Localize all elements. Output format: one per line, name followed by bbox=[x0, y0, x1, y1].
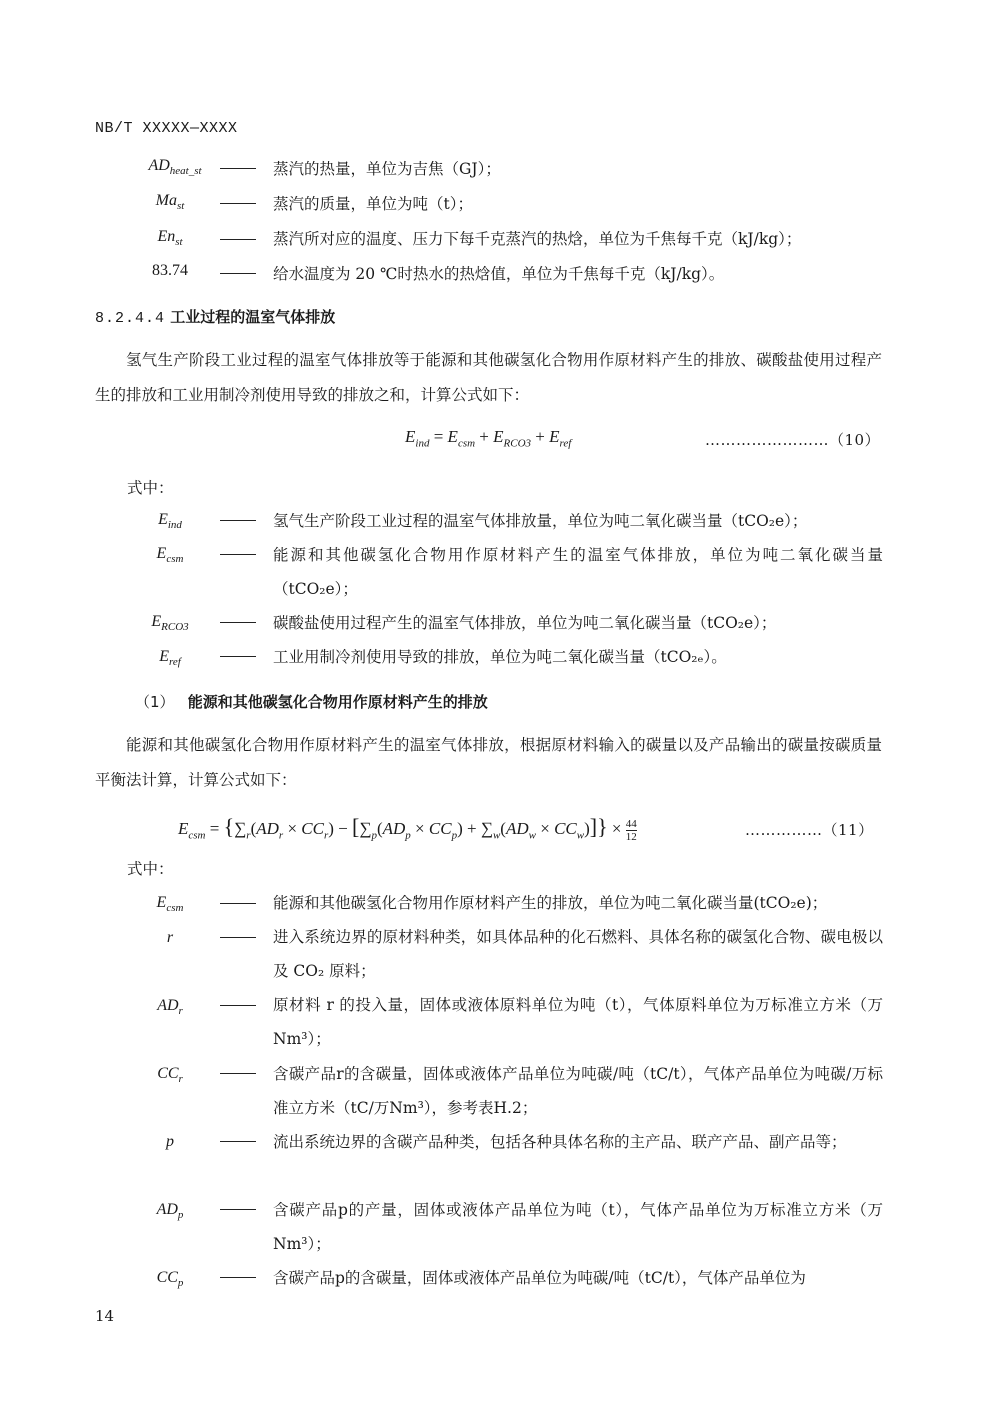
definition-symbol: $E_{csm}$ bbox=[156, 894, 184, 915]
definition-symbol: $En_{st}$ bbox=[157, 228, 183, 249]
equation-number: ……………（11） bbox=[745, 821, 874, 839]
subsection-paragraph: 能源和其他碳氢化合物用作原材料产生的温室气体排放，根据原材料输入的碳量以及产品输出的碳量按碳质量平衡法计算，计算公式如下： bbox=[95, 736, 882, 789]
definition-text: 蒸汽的热量，单位为吉焦（GJ）； bbox=[273, 160, 501, 178]
formula-10: $E_{ind} = E_{csm} + E_{RCO3} + E_{ref}$ bbox=[405, 427, 572, 450]
definition-symbol: $CC_p$ bbox=[156, 1269, 184, 1290]
definition-text: 能源和其他碳氢化合物用作原材料产生的排放，单位为吨二氧化碳当量(tCO₂e)； bbox=[273, 894, 828, 912]
em-dash-separator bbox=[220, 520, 256, 521]
definition-symbol: $E_{ind}$ bbox=[158, 511, 182, 532]
em-dash-separator bbox=[220, 1073, 256, 1074]
em-dash-separator bbox=[220, 1005, 256, 1006]
definition-text: 碳酸盐使用过程产生的温室气体排放，单位为吨二氧化碳当量（tCO₂e）； bbox=[273, 614, 777, 632]
em-dash-separator bbox=[220, 622, 256, 623]
subsection-heading: （1） 能源和其他碳氢化合物用作原材料产生的排放 bbox=[135, 693, 488, 711]
equation-number: ……………………（10） bbox=[705, 431, 881, 449]
definition-text: 含碳产品r的含碳量，固体或液体产品单位为吨碳/吨（tC/t），气体产品单位为吨碳/万标准立方米（tC/万Nm³），参考表H.2； bbox=[273, 1065, 883, 1117]
where-label: 式中： bbox=[127, 860, 174, 878]
definition-symbol: $E_{RCO3}$ bbox=[151, 613, 189, 634]
definition-symbol: $E_{ref}$ bbox=[159, 648, 181, 669]
em-dash-separator bbox=[220, 1141, 256, 1142]
em-dash-separator bbox=[220, 656, 256, 657]
em-dash-separator bbox=[220, 203, 256, 204]
definition-text: 蒸汽的质量，单位为吨（t）； bbox=[273, 195, 473, 213]
em-dash-separator bbox=[220, 903, 256, 904]
definition-text: 流出系统边界的含碳产品种类，包括各种具体名称的主产品、联产产品、副产品等； bbox=[273, 1133, 847, 1151]
em-dash-separator bbox=[220, 937, 256, 938]
definition-symbol: r bbox=[166, 929, 174, 946]
em-dash-separator bbox=[220, 168, 256, 169]
definition-symbol: $AD_{heat\_st}$ bbox=[148, 157, 202, 178]
em-dash-separator bbox=[220, 239, 256, 240]
definition-symbol: $CC_r$ bbox=[157, 1065, 183, 1086]
definition-text: 给水温度为 20 ℃时热水的热焓值，单位为千焦每千克（kJ/kg）。 bbox=[273, 265, 725, 283]
definition-text: 进入系统边界的原材料种类，如具体品种的化石燃料、具体名称的碳氢化合物、碳电极以及 CO₂ 原料； bbox=[273, 928, 883, 980]
definition-symbol: p bbox=[166, 1133, 174, 1150]
definition-symbol: $AD_p$ bbox=[156, 1201, 184, 1222]
definition-symbol: 83.74 bbox=[152, 262, 188, 279]
definition-symbol: $E_{csm}$ bbox=[156, 545, 184, 566]
definition-text: 含碳产品p的含碳量，固体或液体产品单位为吨碳/吨（tC/t），气体产品单位为 bbox=[273, 1269, 806, 1287]
definition-text: 原材料 r 的投入量，固体或液体原料单位为吨（t），气体原料单位为万标准立方米（万 Nm³）； bbox=[273, 996, 883, 1048]
em-dash-separator bbox=[220, 1209, 256, 1210]
definition-text: 工业用制冷剂使用导致的排放，单位为吨二氧化碳当量（tCO₂ₑ）。 bbox=[273, 648, 727, 666]
document-code-header: NB/T XXXXX—XXXX bbox=[95, 120, 238, 137]
em-dash-separator bbox=[220, 1277, 256, 1278]
definition-text: 含碳产品p的产量，固体或液体产品单位为吨（t），气体产品单位为万标准立方米（万Nm³）； bbox=[273, 1201, 883, 1253]
definition-symbol: $AD_r$ bbox=[157, 997, 183, 1018]
em-dash-separator bbox=[220, 273, 256, 274]
where-label: 式中： bbox=[127, 479, 174, 497]
definition-text: 氢气生产阶段工业过程的温室气体排放量，单位为吨二氧化碳当量（tCO₂e）； bbox=[273, 512, 808, 530]
formula-11: $E_{csm} = \{\sum_r(AD_r \times CC_r) - [\sum_p(AD_p \times CC_p) + \sum_w(AD_w \times CC_w)]\}$ × $\frac{44}{12}$ bbox=[178, 814, 637, 843]
page-number: 14 bbox=[95, 1307, 115, 1325]
definition-text: 能源和其他碳氢化合物用作原材料产生的温室气体排放，单位为吨二氧化碳当量（tCO₂e）； bbox=[273, 546, 883, 598]
definition-text: 蒸汽所对应的温度、压力下每千克蒸汽的热焓，单位为千焦每千克（kJ/kg）； bbox=[273, 230, 802, 248]
section-heading: 8.2.4.4 工业过程的温室气体排放 bbox=[95, 308, 336, 327]
section-paragraph: 氢气生产阶段工业过程的温室气体排放等于能源和其他碳氢化合物用作原材料产生的排放、碳酸盐使用过程产生的排放和工业用制冷剂使用导致的排放之和，计算公式如下： bbox=[95, 351, 882, 404]
em-dash-separator bbox=[220, 554, 256, 555]
definition-symbol: $Ma_{st}$ bbox=[155, 192, 185, 213]
